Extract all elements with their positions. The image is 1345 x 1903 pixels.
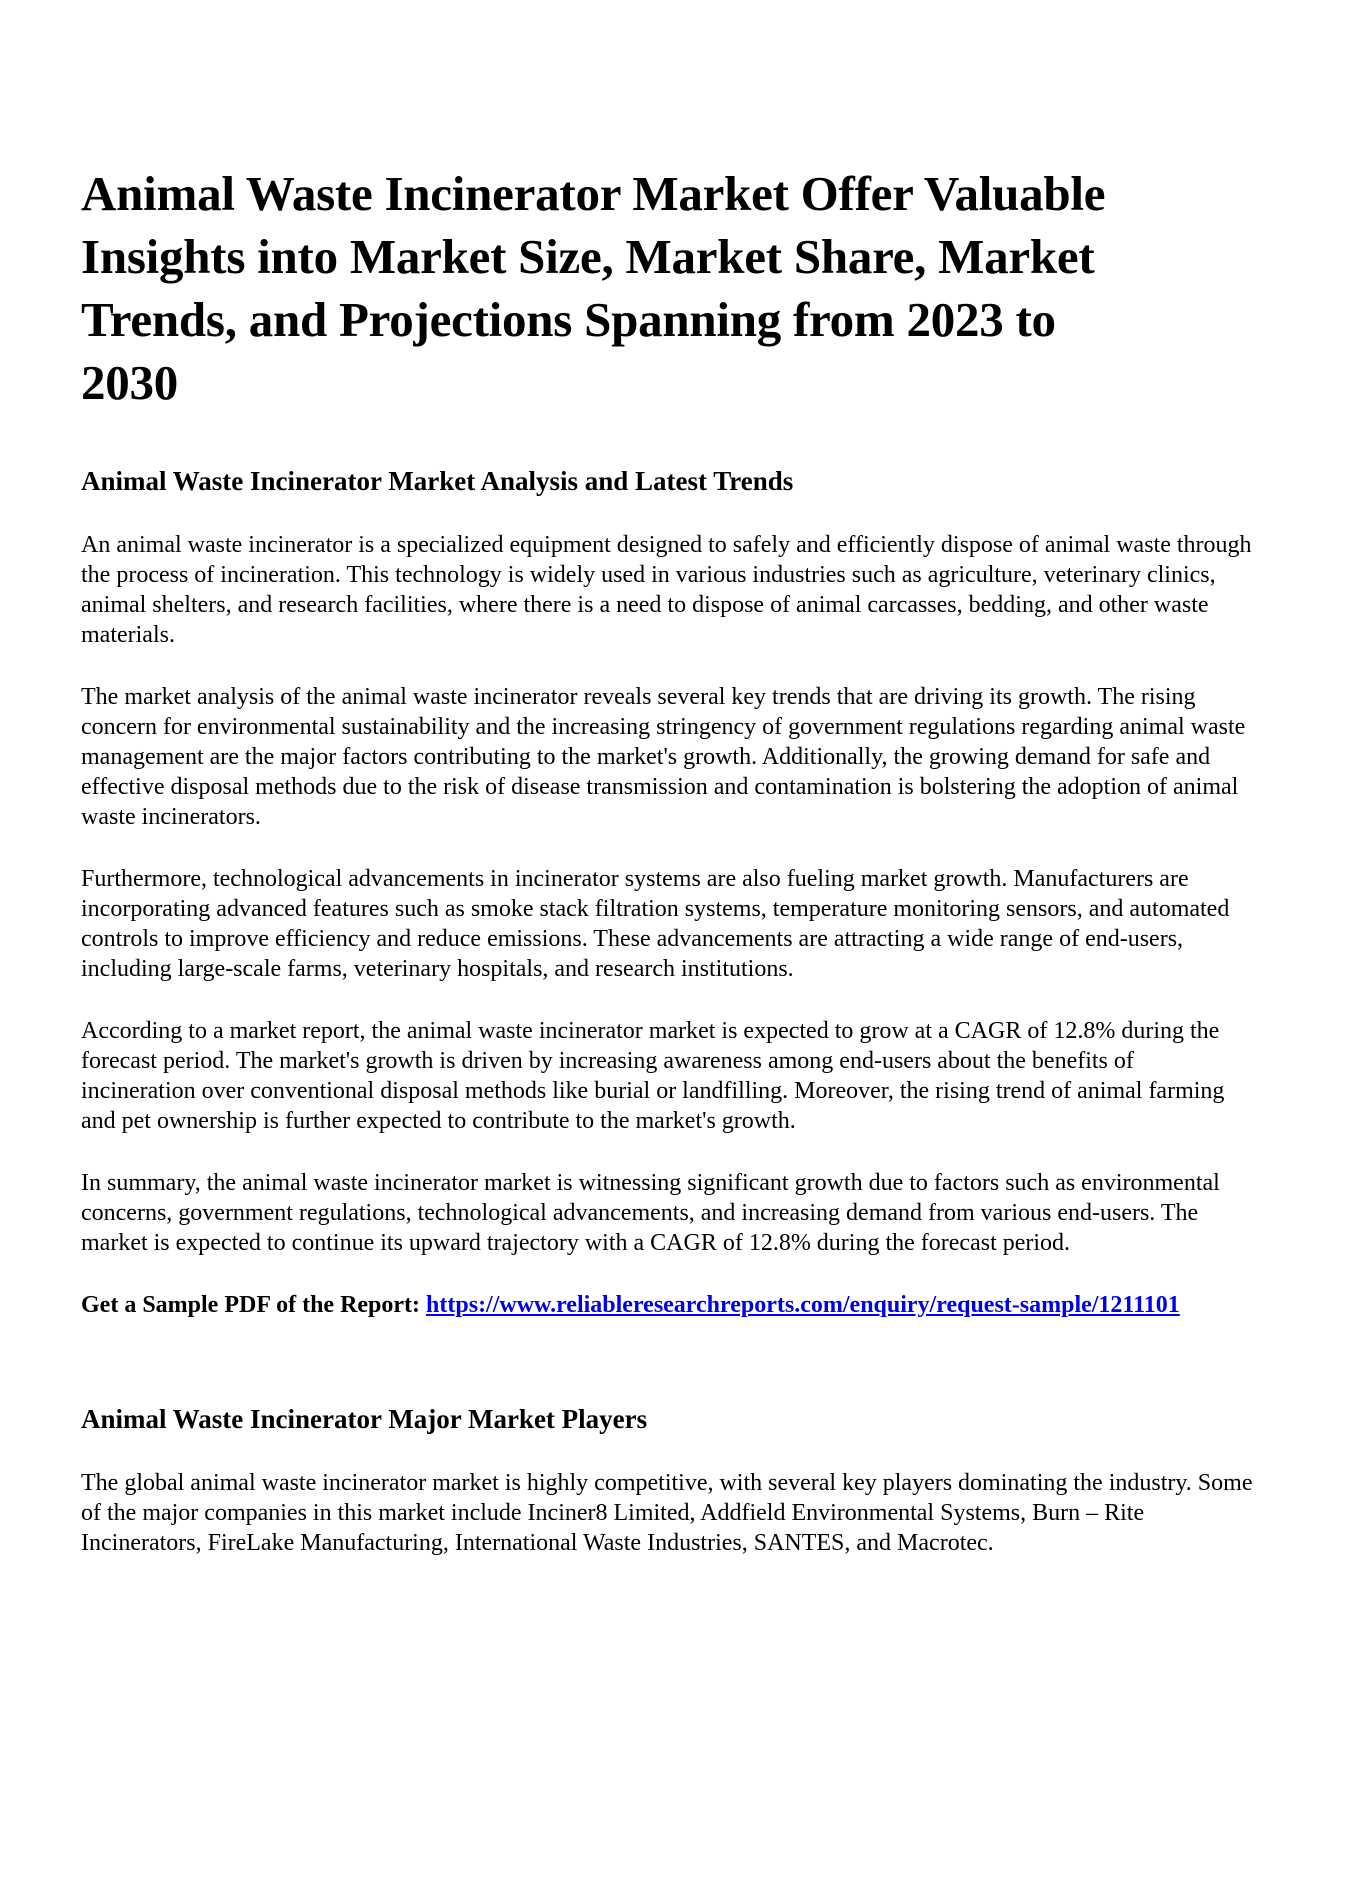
analysis-paragraph-3: Furthermore, technological advancements in incinerator systems are also fueling market growth. Manufacturers are incorporating advanced features such as smoke stack filtration systems, temperature monitoring sensors, and automated controls to improve efficiency and reduce emissions. These advancements are attracting a wide range of end-users, including large-scale farms, veterinary hospitals, and research institutions. (81, 866, 1230, 982)
players-section-heading: Animal Waste Incinerator Major Market Players (81, 1404, 648, 1434)
page-title-line-1: Animal Waste Incinerator Market Offer Valuable (81, 166, 1106, 221)
analysis-paragraph-4: According to a market report, the animal waste incinerator market is expected to grow at a CAGR of 12.8% during the forecast period. The market's growth is driven by increasing awareness among end-users about the benefits of incineration over conventional disposal methods like burial or landfilling. Moreover, the rising trend of animal farming and pet ownership is further expected to contribute to the market's growth. (81, 1018, 1225, 1134)
page-title-line-4: 2030 (81, 355, 178, 410)
article-content (81, 162, 1253, 1558)
sample-report-line (81, 1290, 1253, 1320)
analysis-section-heading: Animal Waste Incinerator Market Analysis and Latest Trends (81, 466, 794, 496)
analysis-paragraph-2: The market analysis of the animal waste incinerator reveals several key trends that are driving its growth. The rising concern for environmental sustainability and the increasing stringency of government regulations regarding animal waste management are the major factors contributing to the market's growth. Additionally, the growing demand for safe and effective disposal methods due to the risk of disease transmission and contamination is bolstering the adoption of animal waste incinerators. (81, 684, 1246, 830)
sample-report-link[interactable]: https://www.reliableresearchreports.com/enquiry/request-sample/1211101 (426, 1292, 1180, 1318)
analysis-paragraph-5: In summary, the animal waste incinerator market is witnessing significant growth due to factors such as environmental concerns, government regulations, technological advancements, and increasing demand from various end-users. The market is expected to continue its upward trajectory with a CAGR of 12.8% during the forecast period. (81, 1170, 1220, 1256)
players-paragraph: The global animal waste incinerator market is highly competitive, with several key players dominating the industry. Some of the major companies in this market include Inciner8 Limited, Addfield Environmental Systems, Burn – Rite Incinerators, FireLake Manufacturing, International Waste Industries, SANTES, and Macrotec. (81, 1470, 1253, 1556)
page-title-line-2: Insights into Market Size, Market Share, Market (81, 229, 1095, 284)
page-title (81, 162, 1253, 414)
sample-report-label: Get a Sample PDF of the Report: (81, 1292, 427, 1318)
analysis-paragraph-1: An animal waste incinerator is a specialized equipment designed to safely and efficiently dispose of animal waste through the process of incineration. This technology is widely used in various industries such as agriculture, veterinary clinics, animal shelters, and research facilities, where there is a need to dispose of animal carcasses, bedding, and other waste materials. (81, 532, 1252, 648)
page-title-line-3: Trends, and Projections Spanning from 2023 to (81, 292, 1056, 347)
